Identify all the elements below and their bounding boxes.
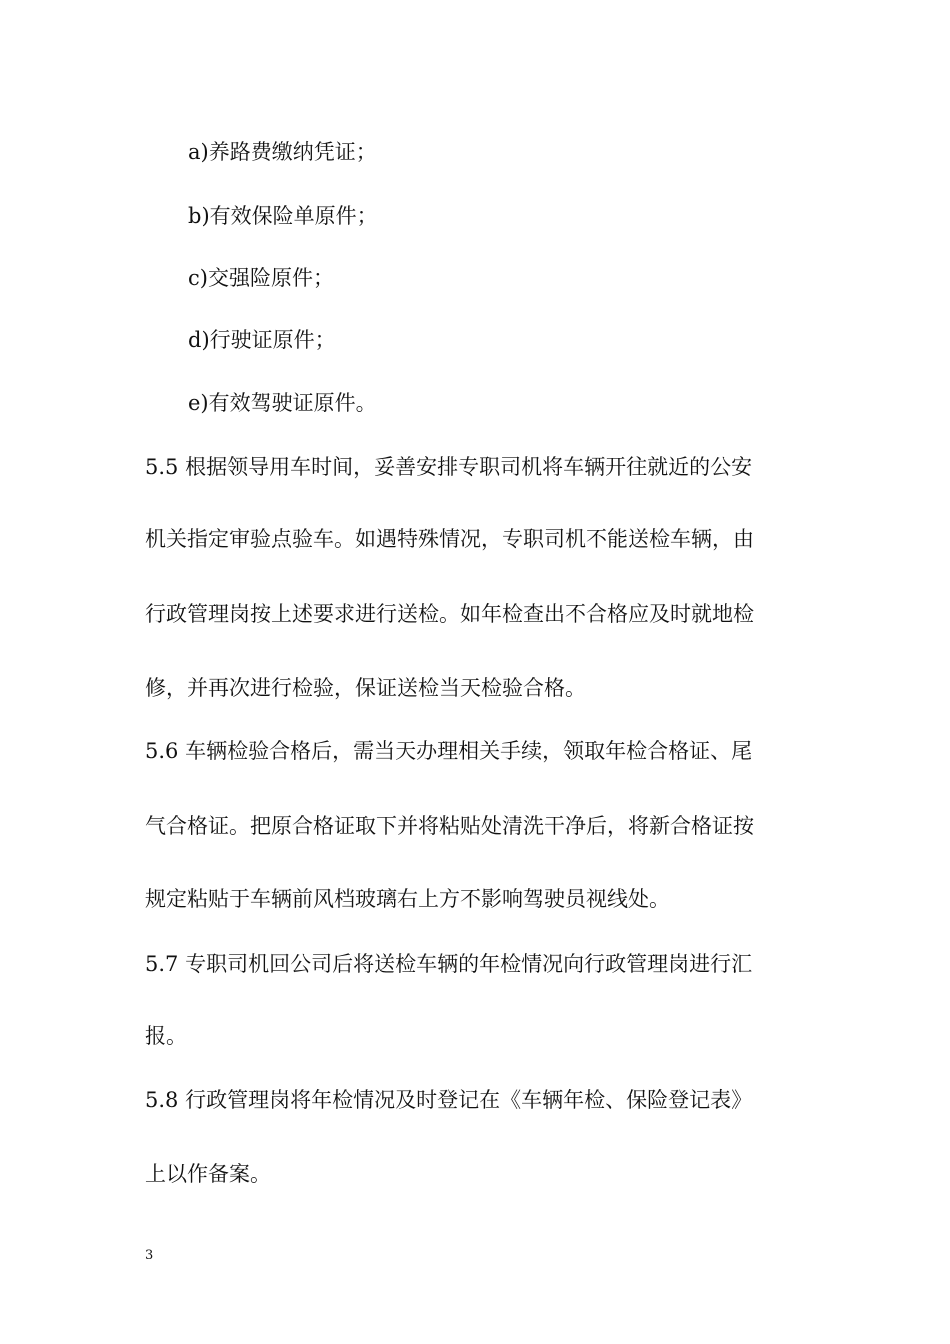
- paragraph-line: 行政管理岗按上述要求进行送检。如年检查出不合格应及时就地检: [145, 602, 754, 626]
- paragraph-line: 规定粘贴于车辆前风档玻璃右上方不影响驾驶员视线处。: [145, 887, 670, 911]
- paragraph-line: 机关指定审验点验车。如遇特殊情况，专职司机不能送检车辆，由: [145, 527, 754, 551]
- paragraph-line: 修，并再次进行检验，保证送检当天检验合格。: [145, 676, 586, 700]
- page-number: 3: [145, 1248, 154, 1263]
- paragraph-line: 气合格证。把原合格证取下并将粘贴处清洗干净后，将新合格证按: [145, 814, 754, 838]
- list-item-c: c)交强险原件；: [188, 266, 334, 290]
- paragraph-line: 5.7 专职司机回公司后将送检车辆的年检情况向行政管理岗进行汇: [145, 952, 753, 976]
- paragraph-line: 5.8 行政管理岗将年检情况及时登记在《车辆年检、保险登记表》: [145, 1088, 753, 1112]
- list-item-b: b)有效保险单原件；: [188, 204, 378, 228]
- paragraph-line: 上以作备案。: [145, 1162, 271, 1186]
- paragraph-line: 5.6 车辆检验合格后，需当天办理相关手续，领取年检合格证、尾: [145, 739, 753, 763]
- list-item-d: d)行驶证原件；: [188, 328, 336, 352]
- list-item-a: a)养路费缴纳凭证；: [188, 140, 377, 164]
- list-item-e: e)有效驾驶证原件。: [188, 391, 377, 415]
- paragraph-line: 报。: [145, 1024, 187, 1048]
- paragraph-line: 5.5 根据领导用车时间，妥善安排专职司机将车辆开往就近的公安: [145, 455, 753, 479]
